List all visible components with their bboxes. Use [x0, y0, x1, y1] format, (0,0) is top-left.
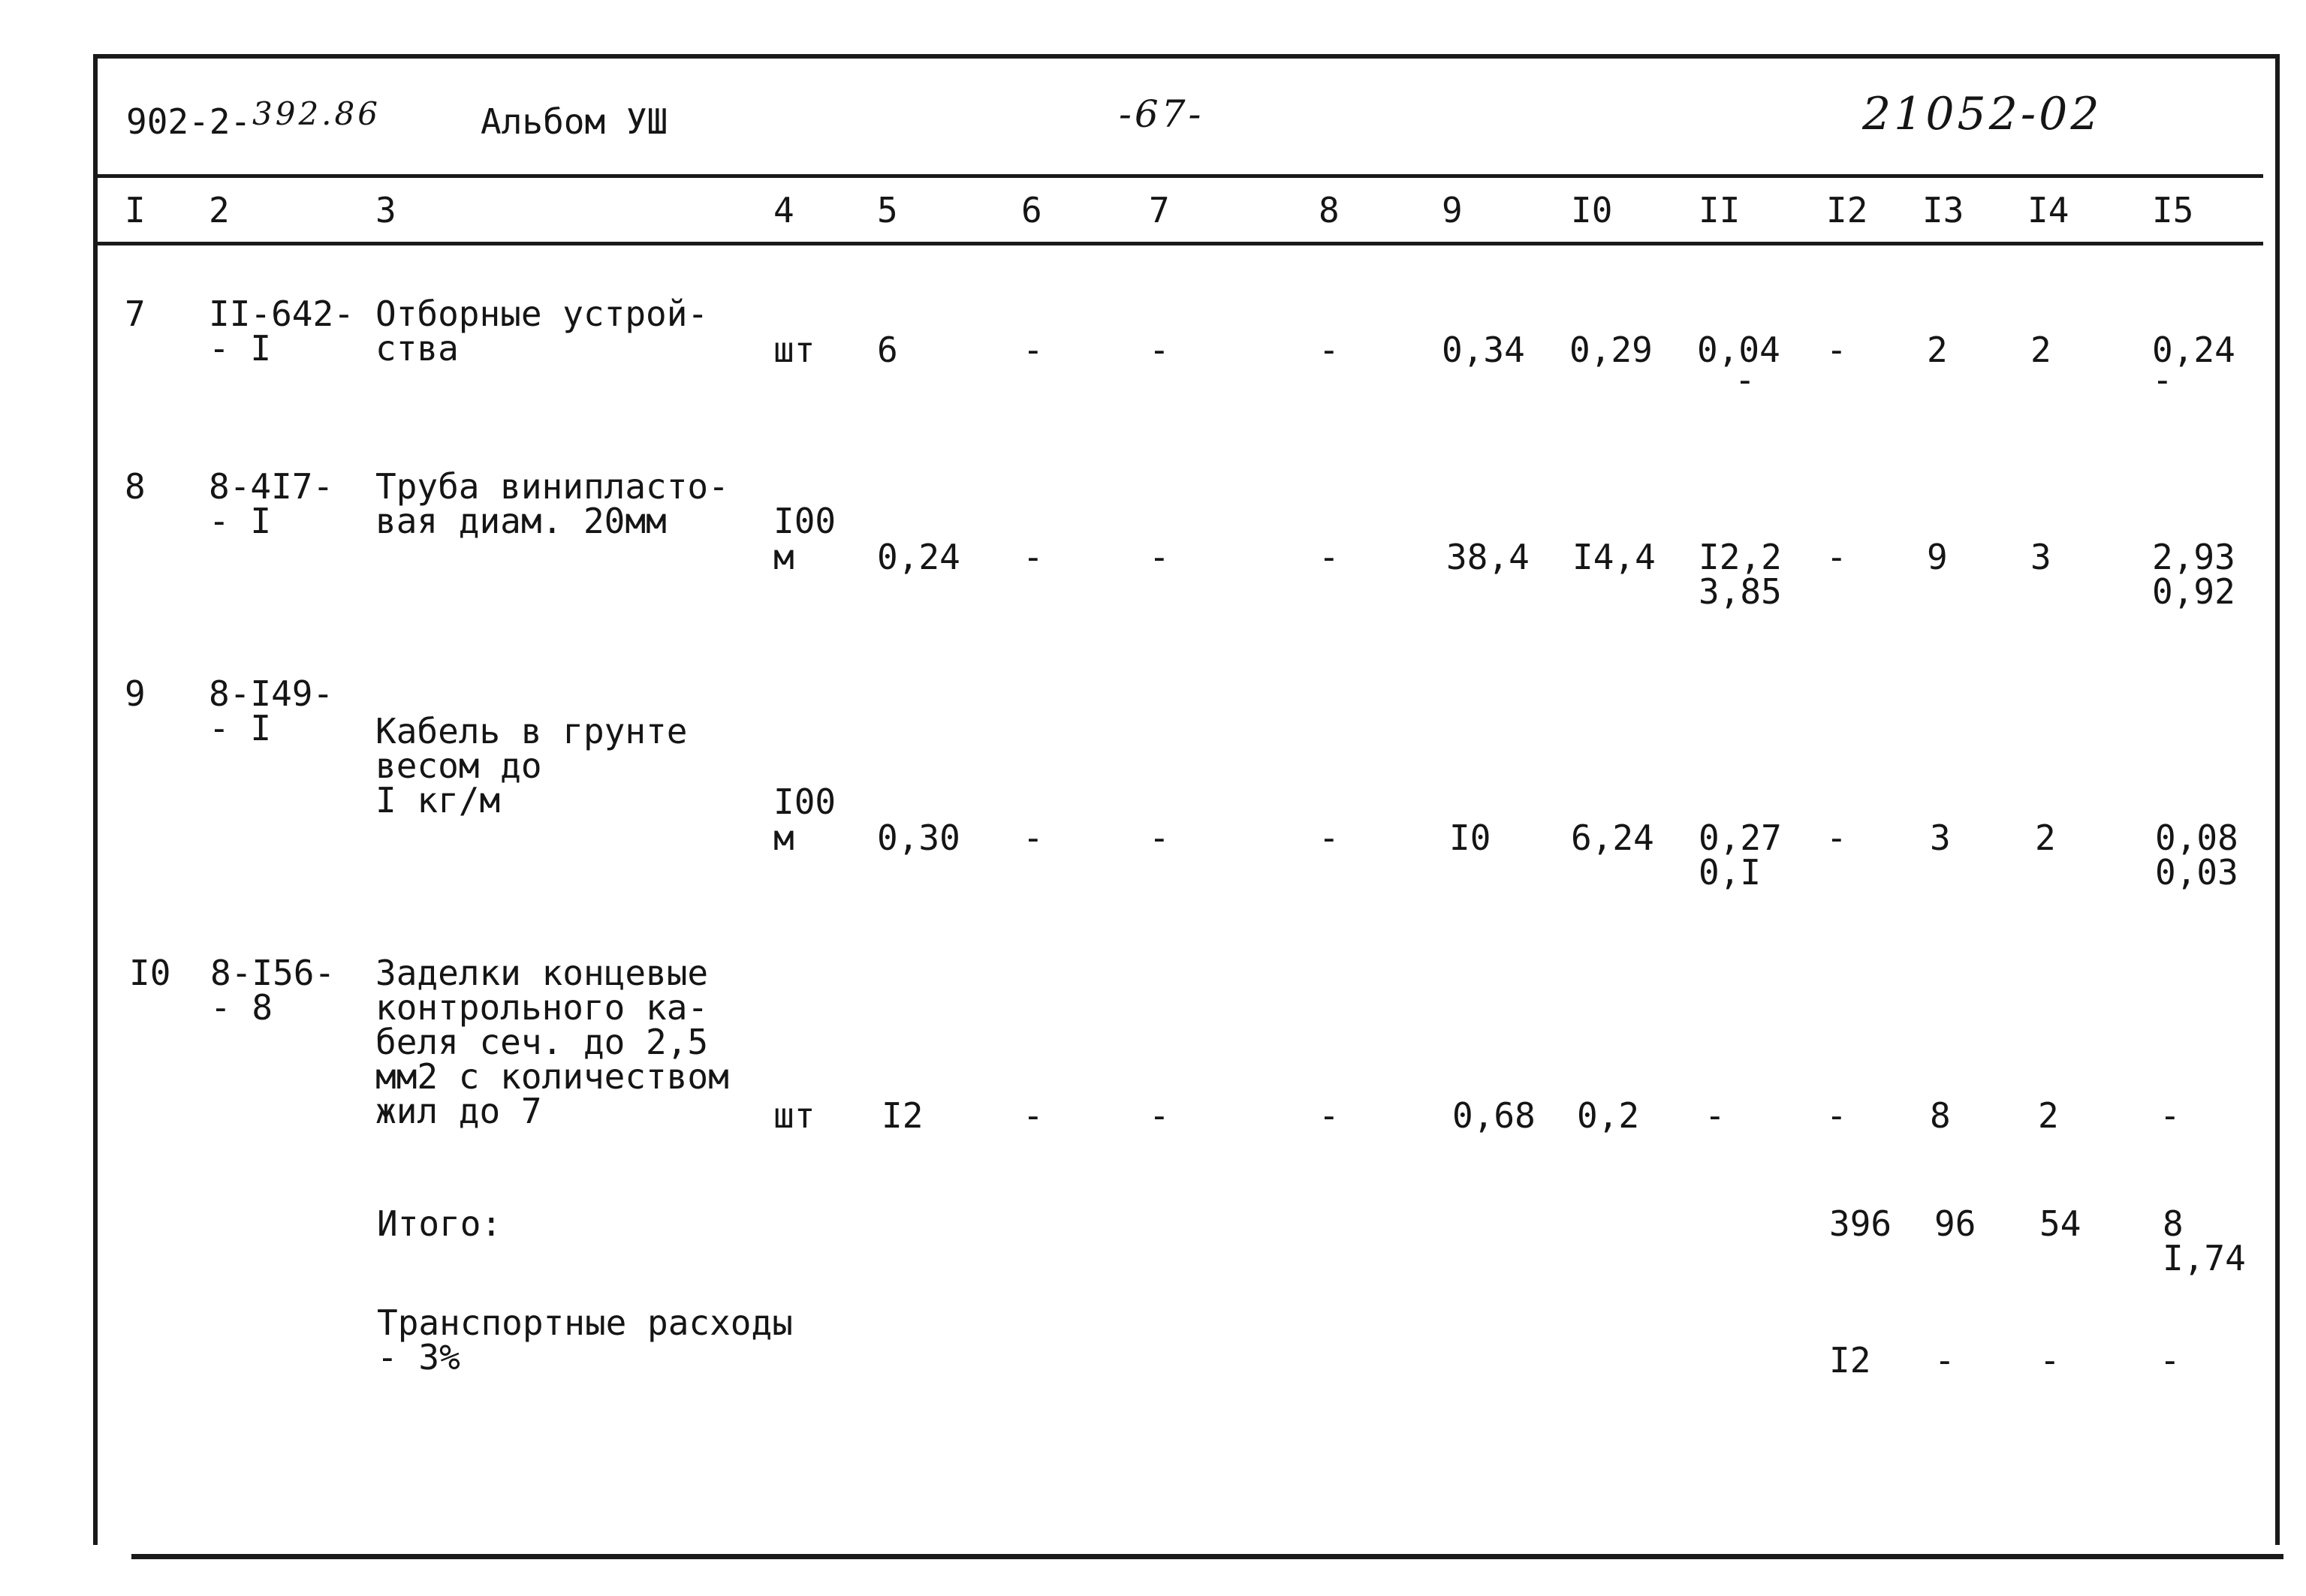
- col-header-2: 2: [209, 190, 230, 230]
- row-name-line2: вая диам. 20мм: [375, 501, 667, 541]
- col-header-10: I0: [1571, 190, 1613, 230]
- row-unit: I00: [773, 501, 836, 541]
- row-col11: -: [1705, 1095, 1726, 1136]
- row-col5: 0,24: [877, 537, 960, 577]
- row-name-line2: весом до: [375, 745, 542, 786]
- header-rule-bottom: [98, 242, 2263, 245]
- row-col10: 6,24: [1571, 818, 1654, 858]
- row-col8: -: [1319, 537, 1340, 577]
- transport-label: Транспортные расходы: [377, 1302, 793, 1343]
- row-unit: I00: [773, 781, 836, 822]
- row-col7: -: [1149, 818, 1170, 858]
- row-col6: -: [1023, 1095, 1044, 1136]
- col-header-1: I: [125, 190, 146, 230]
- row-col11: 0,04: [1697, 330, 1780, 370]
- row-unit: шт: [773, 330, 815, 370]
- row-col13: 2: [1927, 330, 1948, 370]
- row-name-line4: мм2 с количеством: [375, 1056, 729, 1097]
- row-col9: 0,68: [1452, 1095, 1536, 1136]
- row-col6: -: [1023, 818, 1044, 858]
- row-col12: -: [1826, 818, 1847, 858]
- row-col5: I2: [882, 1095, 924, 1136]
- transport-label-line2: - 3%: [377, 1337, 460, 1378]
- row-col5: 0,30: [877, 818, 960, 858]
- header-rule-top: [98, 174, 2263, 178]
- row-code: II-642-: [209, 294, 354, 334]
- total-col15: 8: [2163, 1203, 2184, 1244]
- row-col10: I4,4: [1572, 537, 1656, 577]
- row-col15: 2,93: [2152, 537, 2235, 577]
- row-name-line1: Кабель в грунте: [375, 711, 688, 751]
- row-col15-sub: -: [2152, 360, 2173, 400]
- row-col15-sub: 0,92: [2152, 571, 2235, 612]
- total-col15-sub: I,74: [2163, 1238, 2246, 1278]
- col-header-5: 5: [877, 190, 898, 230]
- row-code-cont: - 8: [210, 987, 273, 1028]
- row-col13: 3: [1930, 818, 1951, 858]
- row-col9: I0: [1449, 818, 1491, 858]
- page-bottom-border: [131, 1554, 2283, 1559]
- total-col13: 96: [1934, 1203, 1976, 1244]
- row-col12: -: [1826, 1095, 1847, 1136]
- row-name-line2: контрольного ка-: [375, 987, 709, 1028]
- row-col8: -: [1319, 818, 1340, 858]
- row-col7: -: [1149, 330, 1170, 370]
- row-col7: -: [1149, 1095, 1170, 1136]
- col-header-8: 8: [1319, 190, 1340, 230]
- row-number: I0: [129, 953, 171, 993]
- row-name-line1: Труба винипласто-: [375, 466, 729, 507]
- row-unit-line2: м: [773, 818, 794, 858]
- row-col13: 8: [1930, 1095, 1951, 1136]
- col-header-13: I3: [1922, 190, 1964, 230]
- row-col14: 2: [2038, 1095, 2059, 1136]
- row-code-cont: - I: [209, 501, 272, 541]
- row-col6: -: [1023, 537, 1044, 577]
- row-col15: 0,08: [2155, 818, 2238, 858]
- transport-col13: -: [1934, 1340, 1955, 1381]
- row-col10: 0,29: [1569, 330, 1653, 370]
- row-col15-sub: 0,03: [2155, 852, 2238, 893]
- row-col14: 2: [2030, 330, 2051, 370]
- doc-code: 902-2-: [126, 101, 252, 142]
- row-name-line2: ства: [375, 328, 459, 369]
- row-col12: -: [1826, 537, 1847, 577]
- row-number: 9: [125, 673, 146, 714]
- col-header-15: I5: [2152, 190, 2194, 230]
- document-number: 21052-02: [1862, 88, 2103, 140]
- row-col8: -: [1319, 330, 1340, 370]
- row-col14: 3: [2030, 537, 2051, 577]
- col-header-3: 3: [375, 190, 396, 230]
- row-name-line1: Отборные устрой-: [375, 294, 709, 334]
- total-col12: 396: [1829, 1203, 1892, 1244]
- row-col11: 0,27: [1699, 818, 1782, 858]
- row-col11-sub: 0,I: [1699, 852, 1762, 893]
- row-number: 8: [125, 466, 146, 507]
- row-col15: -: [2160, 1095, 2181, 1136]
- album-title: Альбом УШ: [481, 101, 668, 142]
- col-header-14: I4: [2027, 190, 2069, 230]
- total-label: Итого:: [377, 1203, 502, 1244]
- total-col14: 54: [2039, 1203, 2081, 1244]
- row-col9: 38,4: [1446, 537, 1530, 577]
- row-col14: 2: [2035, 818, 2056, 858]
- row-col6: -: [1023, 330, 1044, 370]
- row-name-line3: беля сеч. до 2,5: [375, 1022, 709, 1062]
- row-col13: 9: [1927, 537, 1948, 577]
- row-col11: I2,2: [1699, 537, 1782, 577]
- row-code-cont: - I: [209, 708, 272, 748]
- row-col9: 0,34: [1442, 330, 1525, 370]
- col-header-7: 7: [1149, 190, 1170, 230]
- row-col8: -: [1319, 1095, 1340, 1136]
- col-header-6: 6: [1021, 190, 1042, 230]
- col-header-4: 4: [773, 190, 794, 230]
- row-number: 7: [125, 294, 146, 334]
- row-col10: 0,2: [1577, 1095, 1640, 1136]
- page-number: -67-: [1119, 92, 1204, 136]
- row-col12: -: [1826, 330, 1847, 370]
- row-code: 8-I56-: [210, 953, 336, 993]
- row-col15: 0,24: [2152, 330, 2235, 370]
- row-name-line1: Заделки концевые: [375, 953, 709, 993]
- transport-col14: -: [2039, 1340, 2060, 1381]
- row-name-line5: жил до 7: [375, 1091, 542, 1131]
- row-code-cont: - I: [209, 328, 272, 369]
- transport-col12: I2: [1829, 1340, 1871, 1381]
- col-header-11: II: [1699, 190, 1741, 230]
- row-code: 8-4I7-: [209, 466, 334, 507]
- row-col11-sub: -: [1735, 360, 1756, 400]
- col-header-9: 9: [1442, 190, 1463, 230]
- row-col7: -: [1149, 537, 1170, 577]
- transport-col15: -: [2160, 1340, 2181, 1381]
- doc-code-handwritten: 392.86: [252, 95, 381, 132]
- row-col11-sub: 3,85: [1699, 571, 1782, 612]
- row-name-line3: I кг/м: [375, 780, 501, 821]
- row-unit-line2: м: [773, 537, 794, 577]
- row-code: 8-I49-: [209, 673, 334, 714]
- col-header-12: I2: [1826, 190, 1868, 230]
- row-unit: шт: [773, 1095, 815, 1136]
- row-col5: 6: [877, 330, 898, 370]
